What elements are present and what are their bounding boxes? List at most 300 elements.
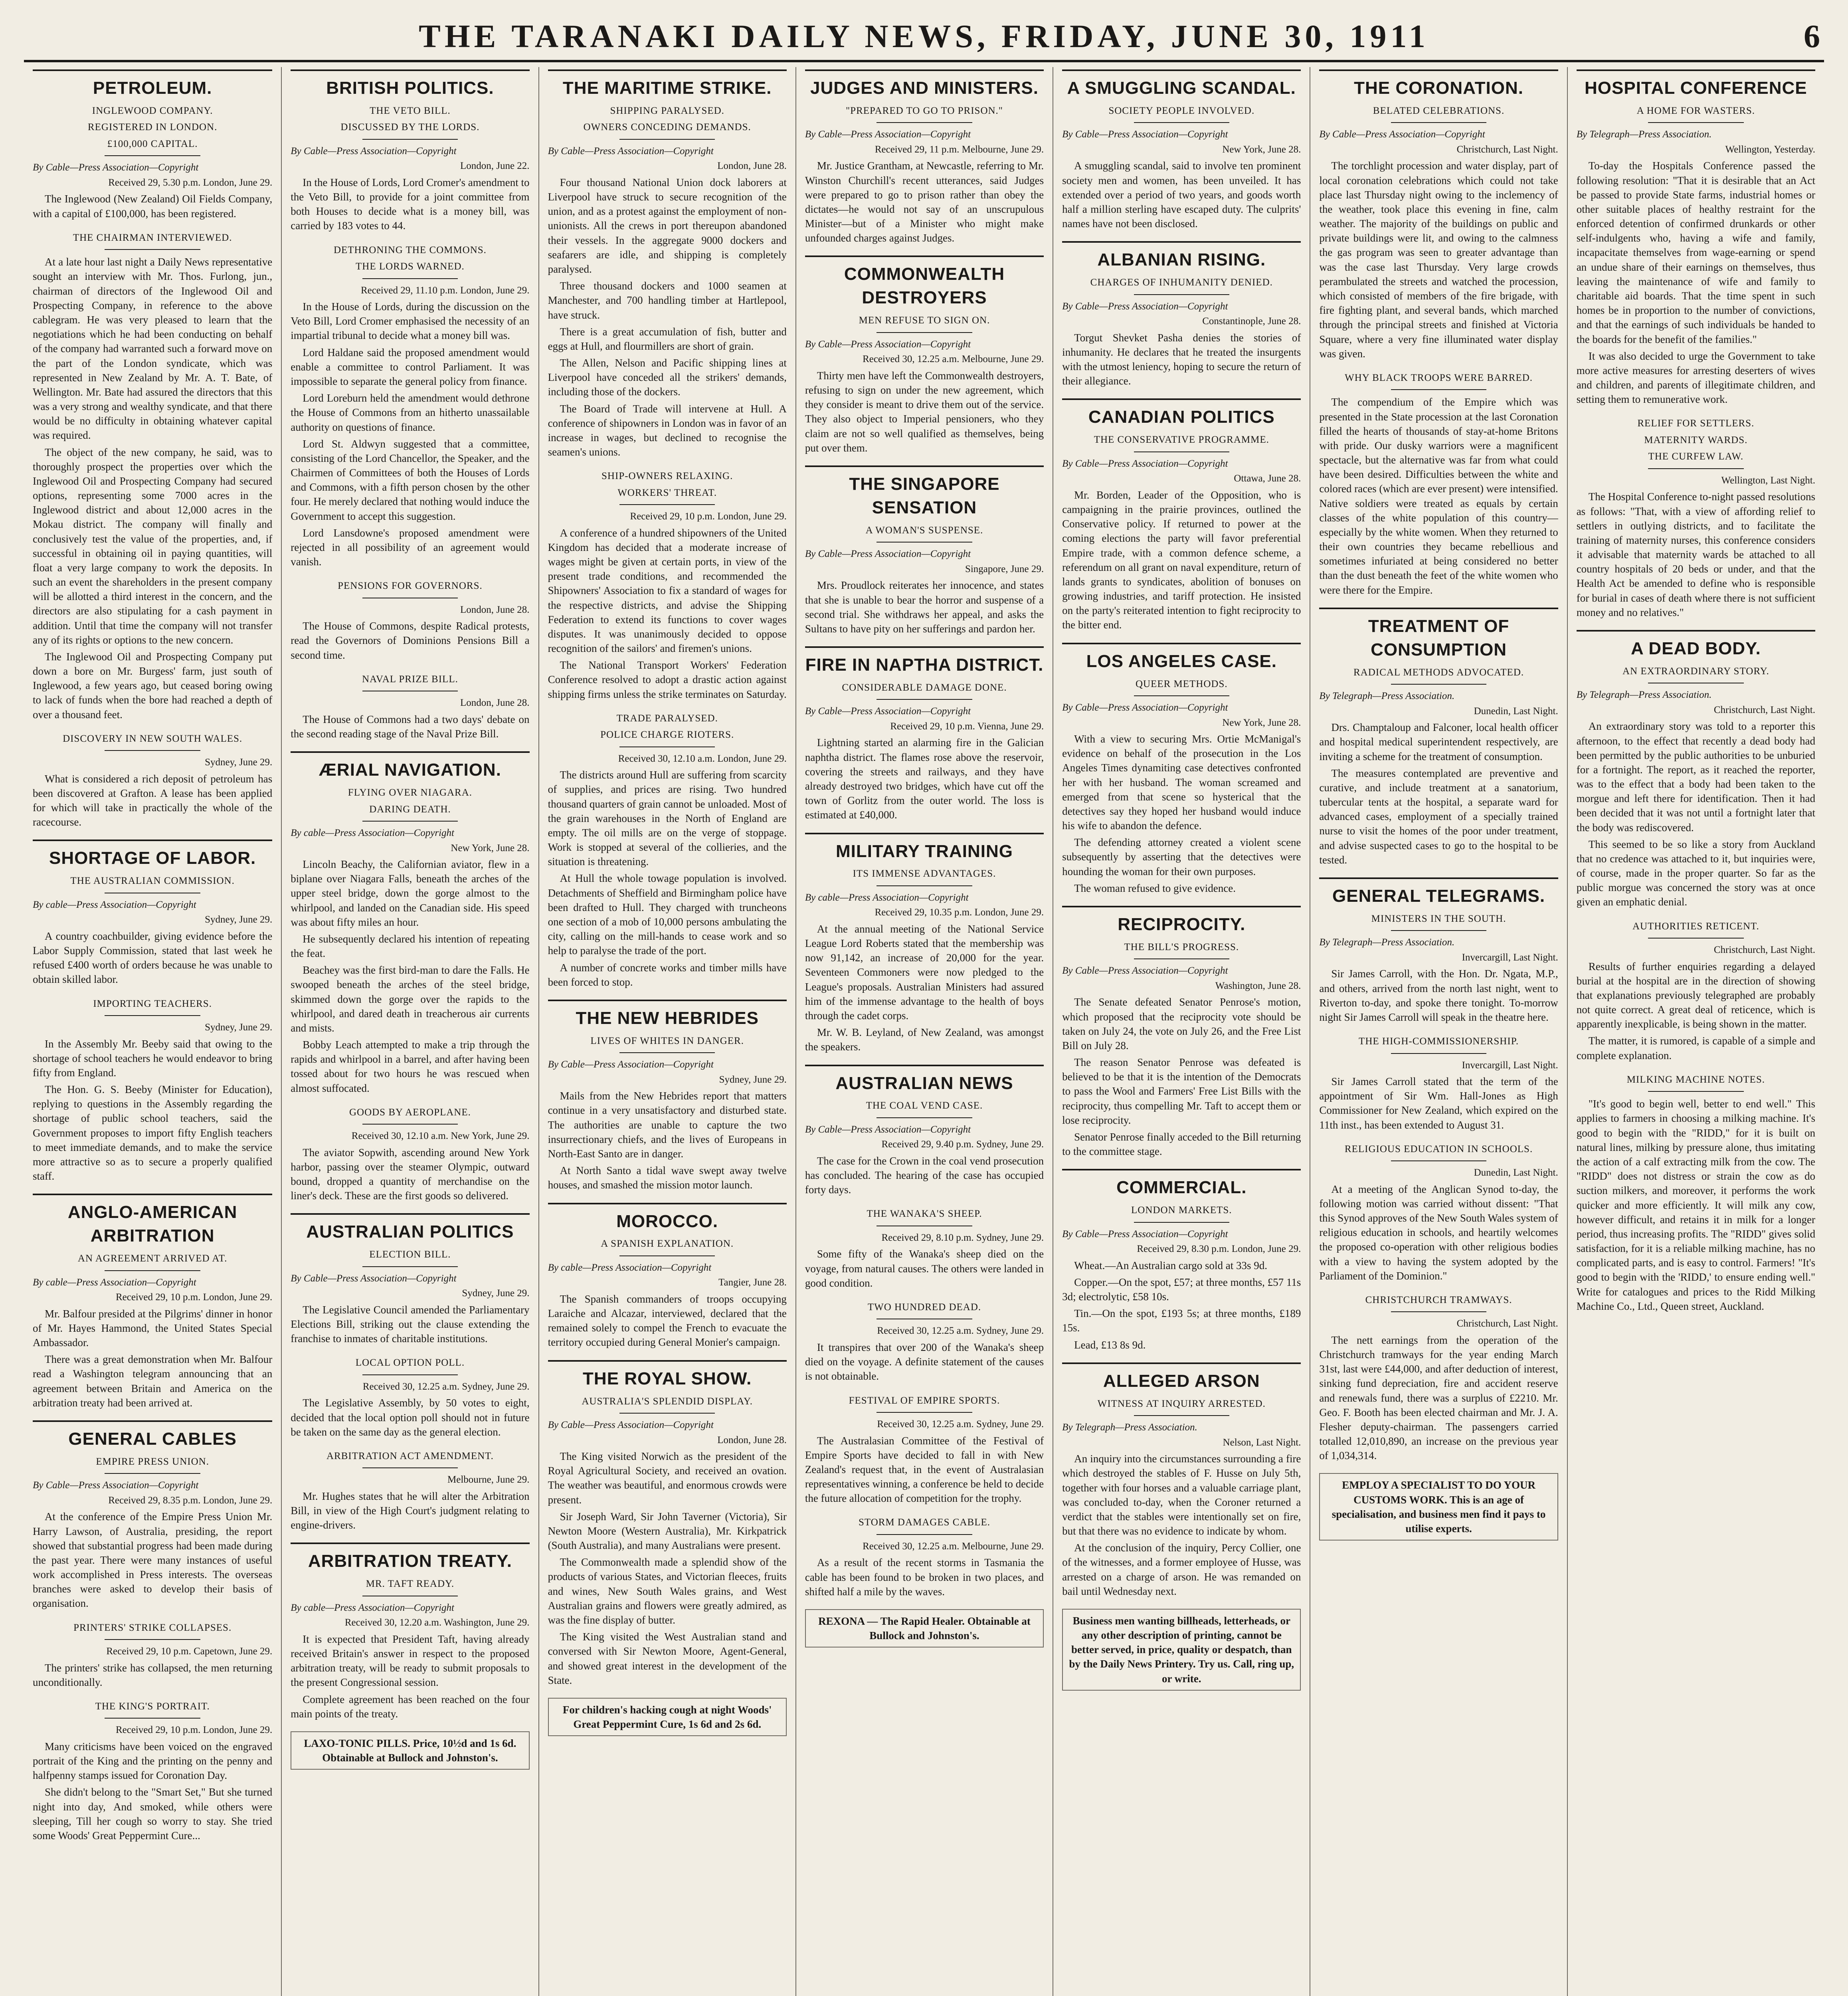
divider-rule: [105, 249, 200, 250]
divider-rule: [105, 750, 200, 751]
divider-rule: [619, 504, 715, 505]
article-paragraph: Mr. Borden, Leader of the Opposition, who is campaigning in the prairie provinces, outlined the Conservative policy. If returned to power at the coming elections the party will favor preferential Empire trade, with a common defence scheme, a referendum on all grant on naval expenditure, return of lands grants to syndicates, abolition of bonuses on growing industries, and tariff protection. He insisted on the party's reiterated intention to fight reciprocity to the bitter end.: [1062, 489, 1301, 631]
divider-rule: [1391, 684, 1486, 685]
article-byline: By Cable—Press Association—Copyright: [805, 706, 971, 717]
article: [33, 840, 272, 986]
article-paragraph: Lord Haldane said the proposed amendment would enable a committee to control Parliament. It was impossible to separate the general policy from finance.: [291, 346, 530, 387]
article-subheading: "PREPARED TO GO TO PRISON.": [845, 105, 1003, 116]
article-paragraph: Mr. Hughes states that he will alter the Arbitration Bill, in view of the High Court's judgment relating to engine-drivers.: [291, 1490, 530, 1531]
article-dateline: Received 30, 12.10 a.m. New York, June 29.: [351, 1131, 530, 1142]
divider-rule: [1134, 958, 1229, 959]
article-subheading: WHY BLACK TROOPS WERE BARRED.: [1345, 372, 1533, 383]
article-paragraph: A smuggling scandal, said to involve ten prominent society men and women, has been unveiled. It has extended over a period of two years, and goods worth half a million sterling have escaped duty. The culprits' names have not been disclosed.: [1062, 160, 1301, 230]
article-dateline: Washington, June 28.: [1215, 980, 1301, 991]
article-paragraph: The National Transport Workers' Federation Conference resolved to adopt a drastic action against shipping firms unless the strike terminates on Saturday.: [548, 659, 787, 700]
divider-rule: [105, 1718, 200, 1719]
article: [33, 997, 272, 1184]
article-paragraph: A conference of a hundred shipowners of the United Kingdom has decided that a moderate increase of wages might be given at certain ports, in view of the present trade conditions, and recommended the Shipowners' Association to fix a standard of wages for the respective districts, and advise the Shipping Federation to extend its functions to cover wages disputes. It was unanimously decided to oppose recognition of the sailors' and firemen's unions.: [548, 527, 787, 655]
article-subheading: TWO HUNDRED DEAD.: [867, 1301, 981, 1313]
article-paragraph: Mr. W. B. Leyland, of New Zealand, was amongst the speakers.: [805, 1026, 1044, 1053]
article-dateline: Sydney, June 29.: [205, 1022, 273, 1033]
article: [291, 1543, 529, 1721]
article-dateline: Invercargill, Last Night.: [1462, 1059, 1558, 1071]
article-dateline: London, June 28.: [460, 604, 530, 615]
divider-rule: [105, 155, 200, 156]
article-headline: LOS ANGELES CASE.: [1062, 643, 1301, 673]
article: [1062, 398, 1301, 632]
article-dateline: Wellington, Yesterday.: [1725, 144, 1815, 155]
article-dateline: New York, June 28.: [1222, 717, 1301, 728]
divider-rule: [619, 1052, 715, 1053]
article-paragraph: There is a great accumulation of fish, butter and eggs at Hull, and flourmillers are short of grain.: [548, 325, 787, 352]
divider-rule: [362, 1266, 458, 1267]
article: [291, 1106, 529, 1203]
article-paragraph: At the conclusion of the inquiry, Percy Collier, one of the witnesses, and a former employee of Husse, was arrested on a charge of arson. He was remanded on bail until Wednesday next.: [1062, 1542, 1301, 1597]
article-headline: AUSTRALIAN POLITICS: [291, 1213, 529, 1244]
article-subheading: NAVAL PRIZE BILL.: [362, 673, 458, 685]
article-subheading: LIVES OF WHITES IN DANGER.: [590, 1035, 744, 1046]
article-subheading: DETHRONING THE COMMONS.: [333, 244, 487, 255]
article-subheading: SHIPPING PARALYSED.: [610, 105, 724, 116]
article-paragraph: In the Assembly Mr. Beeby said that owing to the shortage of school teachers he would endeavor to bring fifty from England.: [33, 1038, 273, 1079]
article-subheading: £100,000 CAPITAL.: [107, 138, 198, 149]
article-paragraph: Mails from the New Hebrides report that matters continue in a very unsatisfactory and disturbed state. The authorities are unable to capture the two insurrectionary chiefs, and the lives of Europeans in North-East Santo are in danger.: [548, 1090, 787, 1160]
article-subheading: THE KING'S PORTRAIT.: [95, 1701, 210, 1712]
article: [1577, 417, 1815, 620]
article-dateline: Christchurch, Last Night.: [1456, 1318, 1558, 1329]
article-headline: TREATMENT OF CONSUMPTION: [1319, 608, 1558, 662]
article-paragraph: Bobby Leach attempted to make a trip through the rapids and whirlpool in a barrel, and after having been tossed about for two hours he was rescued when almost suffocated.: [291, 1039, 530, 1094]
article-dateline: Received 29, 9.40 p.m. Sydney, June 29.: [881, 1139, 1044, 1150]
article-paragraph: In the House of Lords, during the discussion on the Veto Bill, Lord Cromer emphasised the necessity of an impartial tribunal to decide what a money bill was.: [291, 301, 530, 342]
article-headline: MOROCCO.: [548, 1203, 787, 1234]
article-paragraph: The object of the new company, he said, was to thoroughly prospect the properties over which the Inglewood Oil and Prospecting Company had secured options, representing some 7000 acres in the Inglewood district and about 12,000 acres in the Mokau district. The company will finally and conclusively test the value of the properties, and, if successful in obtaining oil in paying quantities, will float a very large company to work the deposits. In such an event the shareholders in the present company will be allotted a third interest in the concern, and the directors are also stipulating for a cash payment in addition. Until that time the company will not transfer any of its rights or options to the new concern.: [33, 446, 273, 646]
article-paragraph: Lincoln Beachy, the Californian aviator, flew in a biplane over Niagara Falls, beneath the arches of the upper steel bridge, down the gorge almost to the whirlpool, and landed on the Canadian side. His speed was about fifty miles an hour.: [291, 858, 530, 928]
article-dateline: London, June 28.: [717, 160, 787, 172]
article-paragraph: The Inglewood Oil and Prospecting Company put down a bore on Mr. Burgess' farm, just south of Inglewood, a few years ago, but ceased boring owing to lack of funds when the bore had reached a depth of over a thousand feet.: [33, 650, 273, 721]
article: [805, 69, 1044, 245]
divider-rule: [1134, 1222, 1229, 1223]
article-byline: By Cable—Press Association—Copyright: [1062, 702, 1228, 713]
article-dateline: Christchurch, Last Night.: [1456, 144, 1558, 155]
article-subheading: IMPORTING TEACHERS.: [93, 998, 212, 1009]
column-4: [795, 67, 1053, 1996]
divider-rule: [1648, 1091, 1743, 1092]
divider-rule: [1648, 938, 1743, 939]
article-subheading: CONSIDERABLE DAMAGE DONE.: [842, 682, 1007, 693]
article-subheading: DISCUSSED BY THE LORDS.: [340, 122, 480, 133]
article-paragraph: At North Santo a tidal wave swept away twelve houses, and smashed the mission motor launch.: [548, 1164, 787, 1191]
article-paragraph: The torchlight procession and water display, part of local coronation celebrations which could not take place last Thursday night owing to the inclemency of the weather, took place this evening in fine, calm weather. The majority of the buildings on public and private buildings were lit, and owing to the calmness the gas program was seen to greater advantage than was the case last Thursday. Very large crowds perambulated the streets and watched the procession, which consisted of members of the fire brigade, with fire fighting plant, and several bands, which marched through the principal streets and finished at Victoria Square, where a very fine illuminated water display was given.: [1319, 160, 1558, 360]
article-byline: By Cable—Press Association—Copyright: [291, 145, 457, 156]
article: [548, 1360, 787, 1687]
article: [291, 69, 529, 233]
article-subheading: TRADE PARALYSED.: [616, 713, 718, 724]
article: [548, 469, 787, 701]
article-paragraph: Sir James Carroll, with the Hon. Dr. Ngata, M.P., and others, arrived from the north last night, went to Riverton to-day, and spoke there tonight. To-morrow night Sir James Carroll will speak in the theatre here.: [1319, 968, 1558, 1023]
article-paragraph: It transpires that over 200 of the Wanaka's sheep died on the voyage. A definite statement of the causes is not obtainable.: [805, 1341, 1044, 1382]
column-6: [1310, 67, 1567, 1996]
article-paragraph: This seemed to be so like a story from Auckland that no credence was attached to it, but inquiries were, of course, made in the proper quarter. So far as the public morgue was concerned the story was at once given an emphatic denial.: [1576, 838, 1815, 908]
article-subheading: THE BILL'S PROGRESS.: [1124, 941, 1239, 952]
article: [291, 1356, 529, 1439]
divider-rule: [877, 122, 972, 123]
article: [1062, 906, 1301, 1158]
article-byline: By Cable—Press Association—Copyright: [1062, 1228, 1228, 1240]
article-paragraph: There was a great demonstration when Mr. Balfour read a Washington telegram announcing that an agreement between Britain and America on the arbitration treaty had been arrived at.: [33, 1353, 273, 1409]
article-subheading: THE AUSTRALIAN COMMISSION.: [70, 875, 235, 887]
article-headline: MILITARY TRAINING: [805, 833, 1044, 863]
divider-rule: [877, 542, 972, 543]
article: [1319, 371, 1558, 597]
article-subheading: THE LORDS WARNED.: [356, 261, 465, 272]
article: [291, 673, 529, 741]
article: [805, 1065, 1044, 1197]
divider-rule: [1391, 122, 1486, 123]
article-paragraph: The nett earnings from the operation of the Christchurch tramways for the year ending March 31st, last were £44,000, and after deduction of interest, sinking fund depreciation, fire and accident reserve and renewals fund, there was a surplus of £2210. Mr. Geo. F. Booth has been elected chairman and Mr. J. A. Flesher deputy-chairman. The passengers carried totalled 12,010,890, an increase on the previous year of 1,034,314.: [1319, 1334, 1558, 1462]
article-paragraph: With a view to securing Mrs. Ortie McManigal's evidence on behalf of the prosecution in the Los Angeles Times dynamiting case detectives confronted her with her husband. The woman screamed and emerged from that scene so hysterical that the detectives say they hoped her husband would induce his wife to abandon the defence.: [1062, 733, 1301, 832]
article: [33, 1621, 272, 1689]
article-dateline: Received 29, 10 p.m. London, June 29.: [115, 1292, 273, 1303]
article-headline: ÆRIAL NAVIGATION.: [291, 751, 529, 782]
column-3: [538, 67, 795, 1996]
article-byline: By Telegraph—Press Association.: [1319, 937, 1455, 948]
article: [1319, 1143, 1558, 1283]
article-paragraph: The Board of Trade will intervene at Hull. A conference of shipowners in London was in favor of an increase in wages, but declined to recognise the seamen's unions.: [548, 402, 787, 458]
divider-rule: [1391, 389, 1486, 390]
article-paragraph: The Hon. G. S. Beeby (Minister for Education), replying to questions in the Assembly regarding the shortage of public school teachers, said the Government proposes to import fifty English teachers to meet immediate demands, and to make the service more attractive so as to secure a properly qualified staff.: [33, 1083, 273, 1182]
article-dateline: Received 30, 12.25 a.m. Sydney, June 29.: [362, 1381, 530, 1392]
article-paragraph: The printers' strike has collapsed, the men returning unconditionally.: [33, 1661, 273, 1688]
article: [33, 1420, 272, 1611]
article-subheading: THE WANAKA'S SHEEP.: [867, 1208, 982, 1220]
article-dateline: Received 30, 12.25 a.m. Melbourne, June 29.: [863, 1541, 1044, 1552]
article-byline: By Cable—Press Association—Copyright: [805, 549, 971, 560]
article: [291, 579, 529, 662]
article-subheading: MATERNITY WARDS.: [1644, 434, 1748, 446]
article-headline: GENERAL CABLES: [33, 1420, 272, 1451]
article-paragraph: "It's good to begin well, better to end well." This applies to farmers in choosing a milking machine. It's good to begin with the "RIDD," for it is built on natural lines, milking by pressure alone, thus imitating the action of a calf extracting milk from the cow. The "RIDD" does not distress or strain the cow as do suction milkers, and moreover, it performs the work quicker and more efficiently. It will milk any cow, however difficult, and retains it in milk for a longer period, thus increasing profits. The "RIDD" gives solid satisfaction, for it is a reliable milking machine, has no complicated parts, and is easy to control. Farmers! "It's good to begin with the 'RIDD,' to ensure ending well." Write for catalogues and prices to the Ridd Milking Machine Co., Ltd., Queen street, Auckland.: [1576, 1098, 1815, 1312]
article-paragraph: Thirty men have left the Commonwealth destroyers, refusing to sign on under the new agreement, which they consider is meant to drive them out of the service. They also object to Imperial pensioners, who they claim are not so well qualified as themselves, being put over them.: [805, 369, 1044, 454]
page-number: 6: [1804, 18, 1820, 54]
article-paragraph: The reason Senator Penrose was defeated is believed to be that it is the intention of the Democrats to pass the Wool and Farmers' Free List Bills with the reciprocity, thus compelling Mr. Taft to accept them or lose reciprocity.: [1062, 1056, 1301, 1126]
article-dateline: Received 30, 12.20 a.m. Washington, June 29.: [344, 1617, 530, 1628]
article-paragraph: The Hospital Conference to-night passed resolutions as follows: "That, with a view of affording relief to settlers in outlying districts, and to facilitate the training of maternity nurses, this conference considers it advisable that maternity wards be attached to all country hospitals of 20 beds or under, and that the Health Act be amended to define who is responsible for burial in cases of death where there is not sufficient money and no relatives.": [1576, 491, 1815, 618]
article-paragraph: What is considered a rich deposit of petroleum has been discovered at Grafton. A lease has been applied for which will take in practically the whole of the racecourse.: [33, 772, 273, 828]
article-dateline: Received 29, 8.35 p.m. London, June 29.: [108, 1495, 273, 1506]
divider-rule: [105, 1473, 200, 1474]
article-subheading: CHARGES OF INHUMANITY DENIED.: [1090, 277, 1273, 288]
article-paragraph: At a late hour last night a Daily News representative sought an interview with Mr. Thos. Furlong, jun., chairman of directors of the Inglewood Oil and Prospecting Company, in reference to the above cablegram. He was very pleased to learn that the negotiations which he had been conducting on behalf of the company had warranted such a forward move on the part of the London syndicate, which was represented in New Zealand by Mr. A. T. Bate, of Wellington. Mr. Bate had assured the directors that this was a very strong and wealthy syndicate, and that there would be no difficulty in obtaining whatever capital was required.: [33, 256, 273, 442]
article-headline: A DEAD BODY.: [1577, 630, 1815, 661]
article-byline: By cable—Press Association—Copyright: [33, 899, 196, 910]
article-dateline: Tangier, June 28.: [718, 1277, 787, 1288]
article-subheading: DISCOVERY IN NEW SOUTH WALES.: [63, 733, 243, 744]
article-subheading: MR. TAFT READY.: [366, 1578, 455, 1590]
article-subheading: FESTIVAL OF EMPIRE SPORTS.: [849, 1395, 1000, 1406]
divider-rule: [1391, 1160, 1486, 1161]
article-paragraph: The Inglewood (New Zealand) Oil Fields Company, with a capital of £100,000, has been registered.: [33, 193, 273, 220]
divider-rule: [877, 885, 972, 886]
article-paragraph: The aviator Sopwith, ascending around New York harbor, passing over the steamer Olympic, outward bound, dropped a quantity of merchandise on the liner's deck. These are the first goods so delivered.: [291, 1146, 530, 1202]
divider-rule: [362, 278, 458, 279]
article-subheading: PENSIONS FOR GOVERNORS.: [338, 580, 483, 592]
article-paragraph: An extraordinary story was told to a reporter this afternoon, to the effect that recently a dead body had been permitted by the public authorities to be unburied for a fortnight. The report, as it reached the reporter, was to the effect that a body had been taken to the morgue and left there for identification. Then it had been decided that it was not until a fortnight later that the body was rediscovered.: [1576, 720, 1815, 834]
divider-rule: [877, 699, 972, 700]
article-paragraph: The woman refused to give evidence.: [1074, 882, 1236, 894]
article-byline: By cable—Press Association—Copyright: [548, 1262, 712, 1273]
article-dateline: Constantinople, June 28.: [1202, 316, 1301, 327]
article: [805, 255, 1044, 455]
article-paragraph: The King visited Norwich as the president of the Royal Agricultural Society, and received an ovation. The weather was beautiful, and enormous crowds were present.: [548, 1450, 787, 1506]
article-subheading: BELATED CELEBRATIONS.: [1373, 105, 1505, 116]
article-headline: AUSTRALIAN NEWS: [805, 1065, 1044, 1095]
article-subheading: EMPIRE PRESS UNION.: [96, 1456, 209, 1467]
article-paragraph: To-day the Hospitals Conference passed the following resolution: "That it is desirable that an Act be passed to provide State farms, industrial homes or other suitable places of healthy restraint for the enforced detention of confirmed drunkards or other self-indulgents who, having a wife and family, incapacitate themselves from wage-earning or spend an undue share of their earnings on themselves, thus leaving the maintenance of wife and family to charitable aid boards. That the time spent in such homes be in proportion to the number of convictions, and that the earnings of such individuals be handed to the boards for the benefit of the families.": [1576, 160, 1815, 345]
article-subheading: FLYING OVER NIAGARA.: [348, 787, 473, 798]
article-paragraph: Mr. Balfour presided at the Pilgrims' dinner in honor of Mr. Hayes Hammond, the United States Special Ambassador.: [33, 1307, 273, 1349]
article-dateline: Sydney, June 29.: [205, 914, 273, 925]
article: [1319, 877, 1558, 1024]
article-byline: By Cable—Press Association—Copyright: [805, 339, 971, 350]
article-headline: ALLEGED ARSON: [1062, 1362, 1301, 1393]
article: [1577, 69, 1815, 406]
article-subheading: A WOMAN'S SUSPENSE.: [865, 525, 983, 536]
article-paragraph: At the annual meeting of the National Service League Lord Roberts stated that the membership was now 91,142, an increase of 20,000 for the year. Seventeen Commoners were now pledged to the League's proposals. Australian Ministers had assured him of the immense advantage to the health of boys through the cadet corps.: [805, 923, 1044, 1022]
article: [291, 1449, 529, 1533]
article-paragraph: Beachey was the first bird-man to dare the Falls. He swooped beneath the arches of the steel bridge, skimmed down the gorge over the rapids to the whirlpool, and dared death in treacherous air currents and mists.: [291, 964, 530, 1034]
article-subheading: THE CURFEW LAW.: [1648, 451, 1744, 462]
divider-rule: [1134, 122, 1229, 123]
article-paragraph: The House of Commons had a two days' debate on the second reading stage of the Naval Prize Bill.: [291, 713, 530, 740]
article: [548, 1000, 787, 1192]
article-byline: By Cable—Press Association—Copyright: [1062, 129, 1228, 140]
article-paragraph: An inquiry into the circumstances surrounding a fire which destroyed the stables of F. Husse on July 5th, together with four horses and a valuable carriage plant, was concluded to-day, when the Coroner returned a verdict that the stables were intentionally set on fire, but that there was no evidence to indicate by whom.: [1062, 1453, 1301, 1537]
article-dateline: Christchurch, Last Night.: [1713, 704, 1815, 715]
article-byline: By Cable—Press Association—Copyright: [1062, 301, 1228, 312]
article-subheading: INGLEWOOD COMPANY.: [92, 105, 213, 116]
article-byline: By cable—Press Association—Copyright: [291, 1602, 454, 1613]
article-subheading: QUEER METHODS.: [1135, 678, 1228, 689]
article-subheading: POLICE CHARGE RIOTERS.: [600, 729, 734, 741]
divider-rule: [105, 1639, 200, 1640]
divider-rule: [362, 139, 458, 140]
article-subheading: REGISTERED IN LONDON.: [87, 122, 218, 133]
divider-rule: [877, 1534, 972, 1535]
article-dateline: Received 29, 11.10 p.m. London, June 29.: [360, 285, 530, 296]
article-subheading: LOCAL OPTION POLL.: [355, 1357, 465, 1368]
article-dateline: Christchurch, Last Night.: [1713, 945, 1815, 956]
article-paragraph: The Senate defeated Senator Penrose's motion, which proposed that the reciprocity vote should be taken on July 24, the vote on July 26, and the Free List Bill on July 28.: [1062, 996, 1301, 1051]
article-paragraph: The Legislative Assembly, by 50 votes to eight, decided that the local option poll should not in future be taken on the same day as the general election.: [291, 1397, 530, 1438]
article: [1319, 69, 1558, 361]
article-paragraph: Complete agreement has been reached on the four main points of the treaty.: [291, 1693, 530, 1720]
article-headline: FIRE IN NAPTHA DISTRICT.: [805, 646, 1044, 677]
article-dateline: New York, June 28.: [451, 842, 530, 853]
article-byline: By Cable—Press Association—Copyright: [805, 1124, 971, 1135]
article-subheading: MEN REFUSE TO SIGN ON.: [859, 315, 990, 326]
article-byline: By Cable—Press Association—Copyright: [291, 1273, 457, 1284]
article-paragraph: The King visited the West Australian stand and conversed with Sir Newton Moore, Agent-General, and showed great interest in the development of the State.: [548, 1631, 787, 1686]
article-dateline: London, June 22.: [460, 160, 530, 172]
article-subheading: THE COAL VEND CASE.: [866, 1100, 983, 1111]
article: [805, 465, 1044, 636]
article: [1062, 241, 1301, 388]
article: [548, 712, 787, 989]
article-dateline: Dunedin, Last Night.: [1474, 705, 1558, 717]
article-paragraph: Copper.—On the spot, £57; at three months, £57 11s 3d; electrolytic, £58 10s.: [1062, 1276, 1301, 1303]
article-subheading: GOODS BY AEROPLANE.: [349, 1107, 471, 1118]
article-byline: By Telegraph—Press Association.: [1576, 129, 1712, 140]
divider-rule: [1648, 468, 1743, 469]
article-byline: By Cable—Press Association—Copyright: [548, 1059, 714, 1070]
article: [1319, 608, 1558, 867]
article-headline: THE CORONATION.: [1319, 69, 1558, 100]
divider-rule: [619, 139, 715, 140]
article-paragraph: Some fifty of the Wanaka's sheep died on the voyage, from natural causes. The others were landed in good condition.: [805, 1248, 1044, 1289]
article-dateline: Received 29, 10 p.m. London, June 29.: [115, 1725, 273, 1736]
article-paragraph: The measures contemplated are preventive and curative, and include treatment at a sanatorium, tubercular tents at the hospital, a separate ward for advanced cases, employment of a specially trained nurse to visit the homes of the poor under treatment, and advise suspected cases to go to the hospital to be tested.: [1319, 767, 1558, 866]
article-dateline: Sydney, June 29.: [719, 1074, 787, 1085]
article-subheading: A HOME FOR WASTERS.: [1636, 105, 1755, 116]
article-byline: By Cable—Press Association—Copyright: [548, 145, 714, 156]
divider-rule: [105, 1015, 200, 1016]
article-subheading: SHIP-OWNERS RELAXING.: [601, 471, 733, 482]
article-headline: ARBITRATION TREATY.: [291, 1543, 529, 1573]
article-subheading: PRINTERS' STRIKE COLLAPSES.: [73, 1622, 232, 1633]
article-paragraph: Torgut Shevket Pasha denies the stories of inhumanity. He declares that he treated the insurgents with the utmost leniency, hoping to secure the return of their allegiance.: [1062, 331, 1301, 387]
article-byline: By cable—Press Association—Copyright: [33, 1277, 196, 1288]
article-subheading: WORKERS' THREAT.: [617, 487, 717, 498]
article-headline: THE NEW HEBRIDES: [548, 1000, 787, 1030]
article-subheading: MILKING MACHINE NOTES.: [1626, 1074, 1765, 1085]
article-paragraph: The defending attorney created a violent scene subsequently by asserting that the detectives were hounding the woman for their own purposes.: [1062, 836, 1301, 877]
divider-rule: [1134, 1415, 1229, 1416]
article-subheading: CHRISTCHURCH TRAMWAYS.: [1365, 1294, 1512, 1305]
article: [805, 1207, 1044, 1290]
article-headline: CANADIAN POLITICS: [1062, 398, 1301, 429]
article-paragraph: Drs. Champtaloup and Falconer, local health officer and hospital medical superintendent respectively, are inviting a scheme for the treatment of consumption.: [1319, 721, 1558, 762]
article-byline: By cable—Press Association—Copyright: [291, 828, 454, 839]
article-byline: By Cable—Press Association—Copyright: [1062, 965, 1228, 976]
article-paragraph: The Allen, Nelson and Pacific shipping lines at Liverpool have conceded all the strikers' demands, including those of the dockers.: [548, 357, 787, 398]
columns: [24, 67, 1824, 1996]
article-paragraph: It is expected that President Taft, having already received Britain's answer in respect to the proposed arbitration treaty, will be ready to submit proposals to the present Congressional session.: [291, 1633, 530, 1689]
article-dateline: Melbourne, June 29.: [447, 1474, 530, 1485]
masthead-title: THE TARANAKI DAILY NEWS, FRIDAY, JUNE 30, 1911: [419, 18, 1429, 54]
divider-rule: [362, 1467, 458, 1468]
article-dateline: Received 30, 12.25 a.m. Melbourne, June 29.: [863, 354, 1044, 365]
article-byline: By Cable—Press Association—Copyright: [1062, 458, 1228, 469]
article-subheading: AUTHORITIES RETICENT.: [1632, 921, 1759, 932]
article-headline: THE ROYAL SHOW.: [548, 1360, 787, 1391]
article-subheading: AUSTRALIA'S SPLENDID DISPLAY.: [582, 1396, 753, 1407]
divider-rule: [1391, 1311, 1486, 1312]
article-paragraph: Mr. Justice Grantham, at Newcastle, referring to Mr. Winston Churchill's recent utterances, said Judges were prepared to go to prison rather than obey the dictates—he would not say of an unscrupulous Minister—but of a Minister who might make unfounded charges against Judges.: [805, 160, 1044, 244]
article-dateline: Dunedin, Last Night.: [1474, 1167, 1558, 1178]
article-dateline: Received 29, 10 p.m. London, June 29.: [630, 511, 787, 522]
article: [291, 1213, 529, 1346]
article-subheading: THE VETO BILL.: [370, 105, 451, 116]
article-subheading: DARING DEATH.: [369, 804, 451, 815]
advertisement: REXONA — The Rapid Healer. Obtainable at Bullock and Johnston's.: [805, 1609, 1044, 1647]
article-dateline: London, June 28.: [717, 1434, 787, 1446]
article-dateline: Received 29, 8.10 p.m. Sydney, June 29.: [881, 1232, 1044, 1243]
article-paragraph: Sir James Carroll stated that the term of the appointment of Sir Wm. Hall-Jones as High Commissioner for New Zealand, which expired on the 11th inst., has been extended to August 31.: [1319, 1075, 1558, 1131]
article: [805, 1301, 1044, 1384]
article: [1577, 1073, 1815, 1313]
article-headline: A SMUGGLING SCANDAL.: [1062, 69, 1301, 100]
article-subheading: ARBITRATION ACT AMENDMENT.: [326, 1450, 494, 1461]
article: [33, 1194, 272, 1410]
article: [805, 1394, 1044, 1506]
article-paragraph: The Spanish commanders of troops occupying Laraiche and Alcazar, interviewed, declared that the remained solely to compel the French to evacuate the territory occupied during General Monier's campaign.: [548, 1293, 787, 1348]
article: [805, 646, 1044, 822]
article-dateline: Ottawa, June 28.: [1234, 473, 1301, 484]
column-7: [1567, 67, 1824, 1996]
article-paragraph: In the House of Lords, Lord Cromer's amendment to the Veto Bill, to provide for a joint committee from both Houses to decide what is a money bill, was carried by 183 votes to 44.: [291, 176, 530, 232]
article-headline: ALBANIAN RISING.: [1062, 241, 1301, 272]
article-dateline: New York, June 28.: [1222, 144, 1301, 155]
divider-rule: [877, 332, 972, 333]
divider-rule: [362, 1124, 458, 1125]
article-headline: COMMONWEALTH DESTROYERS: [805, 255, 1044, 310]
article-dateline: Sydney, June 29.: [205, 757, 273, 768]
article-dateline: Received 29, 10 p.m. Vienna, June 29.: [890, 721, 1044, 732]
divider-rule: [1391, 930, 1486, 931]
article-dateline: Received 29, 11 p.m. Melbourne, June 29.: [875, 144, 1044, 155]
article-headline: THE MARITIME STRIKE.: [548, 69, 787, 100]
article-dateline: Invercargill, Last Night.: [1462, 952, 1558, 963]
article-paragraph: The Commonwealth made a splendid show of the products of various States, and Victorian fleeces, fruits and wines, New South Wales grains, and West Australian grains and flowers were greatly admired, as was the fine display of butter.: [548, 1556, 787, 1626]
article-byline: By Telegraph—Press Association.: [1319, 691, 1455, 702]
article: [805, 1516, 1044, 1599]
article-dateline: Sydney, June 29.: [462, 1288, 530, 1299]
article-paragraph: Three thousand dockers and 1000 seamen at Manchester, and 700 handling timber at Hartlepool, have struck.: [548, 280, 787, 321]
article-paragraph: Lead, £13 8s 9d.: [1074, 1339, 1146, 1351]
article-dateline: Received 30, 12.25 a.m. Sydney, June 29.: [877, 1419, 1044, 1430]
article-paragraph: Many criticisms have been voiced on the engraved portrait of the King and the printing on the penny and halfpenny stamps issued for Coronation Day.: [33, 1740, 273, 1782]
article-paragraph: Results of further enquiries regarding a delayed burial at the hospital are in the direction of showing that explanations previously telegraphed are probably not quite correct. A great deal of reticence, which is apparently inexplicable, is being shown in the matter.: [1576, 960, 1815, 1030]
article-subheading: SOCIETY PEOPLE INVOLVED.: [1108, 105, 1255, 116]
divider-rule: [1134, 294, 1229, 295]
article-paragraph: The Australasian Committee of the Festival of Empire Sports have decided to fall in with New Zealand's request that, in the event of Australasian representatives winning, a conference be held to decide the future allocation of competition for the trophy.: [805, 1434, 1044, 1505]
article-headline: HOSPITAL CONFERENCE: [1577, 69, 1815, 100]
article-paragraph: Lord St. Aldwyn suggested that a committee, consisting of the Lord Chancellor, the Speaker, and the Chairmen of Committees of both the Houses of Lords and Commons, with a fifth person chosen by the other four. He merely declared that nothing would induce the Government to accept this suggestion.: [291, 438, 530, 522]
article: [33, 1700, 272, 1843]
article-paragraph: The compendium of the Empire which was presented in the State procession at the last Coronation filled the hearts of thousands of stay-at-home Britons with pride. Our dusky warriors were a magnificent spectacle, but the alternative was far from what could have been desired. Difficulties between the white and colored races (which are ever present) were intensified. Native soldiers were treated as equals by certain classes of the white population of this country—especially by the white women. When they returned to their own countries they became rebellious and sometimes infuriated at being considered no better than the dust beneath the feet of the white women who were there for the Empire.: [1319, 396, 1558, 596]
article-paragraph: Four thousand National Union dock laborers at Liverpool have struck to secure recognition of the union, and as a protest against the employment of non-unionists. All the crews in port thereupon abandoned their vessels. In the aggregate 9000 dockers and seafarers are idle, and shipping is completely paralysed.: [548, 176, 787, 275]
article-dateline: Received 30, 12.25 a.m. Sydney, June 29.: [877, 1325, 1044, 1337]
article: [805, 833, 1044, 1054]
article-byline: By Cable—Press Association—Copyright: [805, 129, 971, 140]
article: [291, 751, 529, 1095]
article-headline: PETROLEUM.: [33, 69, 272, 100]
article-subheading: RELIGIOUS EDUCATION IN SCHOOLS.: [1344, 1143, 1533, 1154]
advertisement: EMPLOY A SPECIALIST TO DO YOUR CUSTOMS WORK. This is an age of specialisation, and business men find it pays to utilise experts.: [1319, 1473, 1558, 1541]
article-subheading: THE CONSERVATIVE PROGRAMME.: [1094, 434, 1269, 446]
article-paragraph: The matter, it is rumored, is capable of a simple and complete explanation.: [1576, 1035, 1815, 1061]
advertisement: For children's hacking cough at night Woods' Great Peppermint Cure, 1s 6d and 2s 6d.: [548, 1698, 787, 1736]
divider-rule: [1648, 122, 1743, 123]
article-paragraph: It was also decided to urge the Government to take more active measures for arresting deserters of wives and children, and parents of illegitimate children, and setting them to remunerative work.: [1576, 350, 1815, 406]
article-headline: RECIPROCITY.: [1062, 906, 1301, 937]
article-dateline: Nelson, Last Night.: [1223, 1437, 1301, 1448]
article-byline: By Telegraph—Press Association.: [1062, 1422, 1197, 1433]
divider-rule: [877, 1412, 972, 1413]
article: [548, 1203, 787, 1350]
article-dateline: Received 30, 12.10 a.m. London, June 29.: [618, 753, 787, 764]
